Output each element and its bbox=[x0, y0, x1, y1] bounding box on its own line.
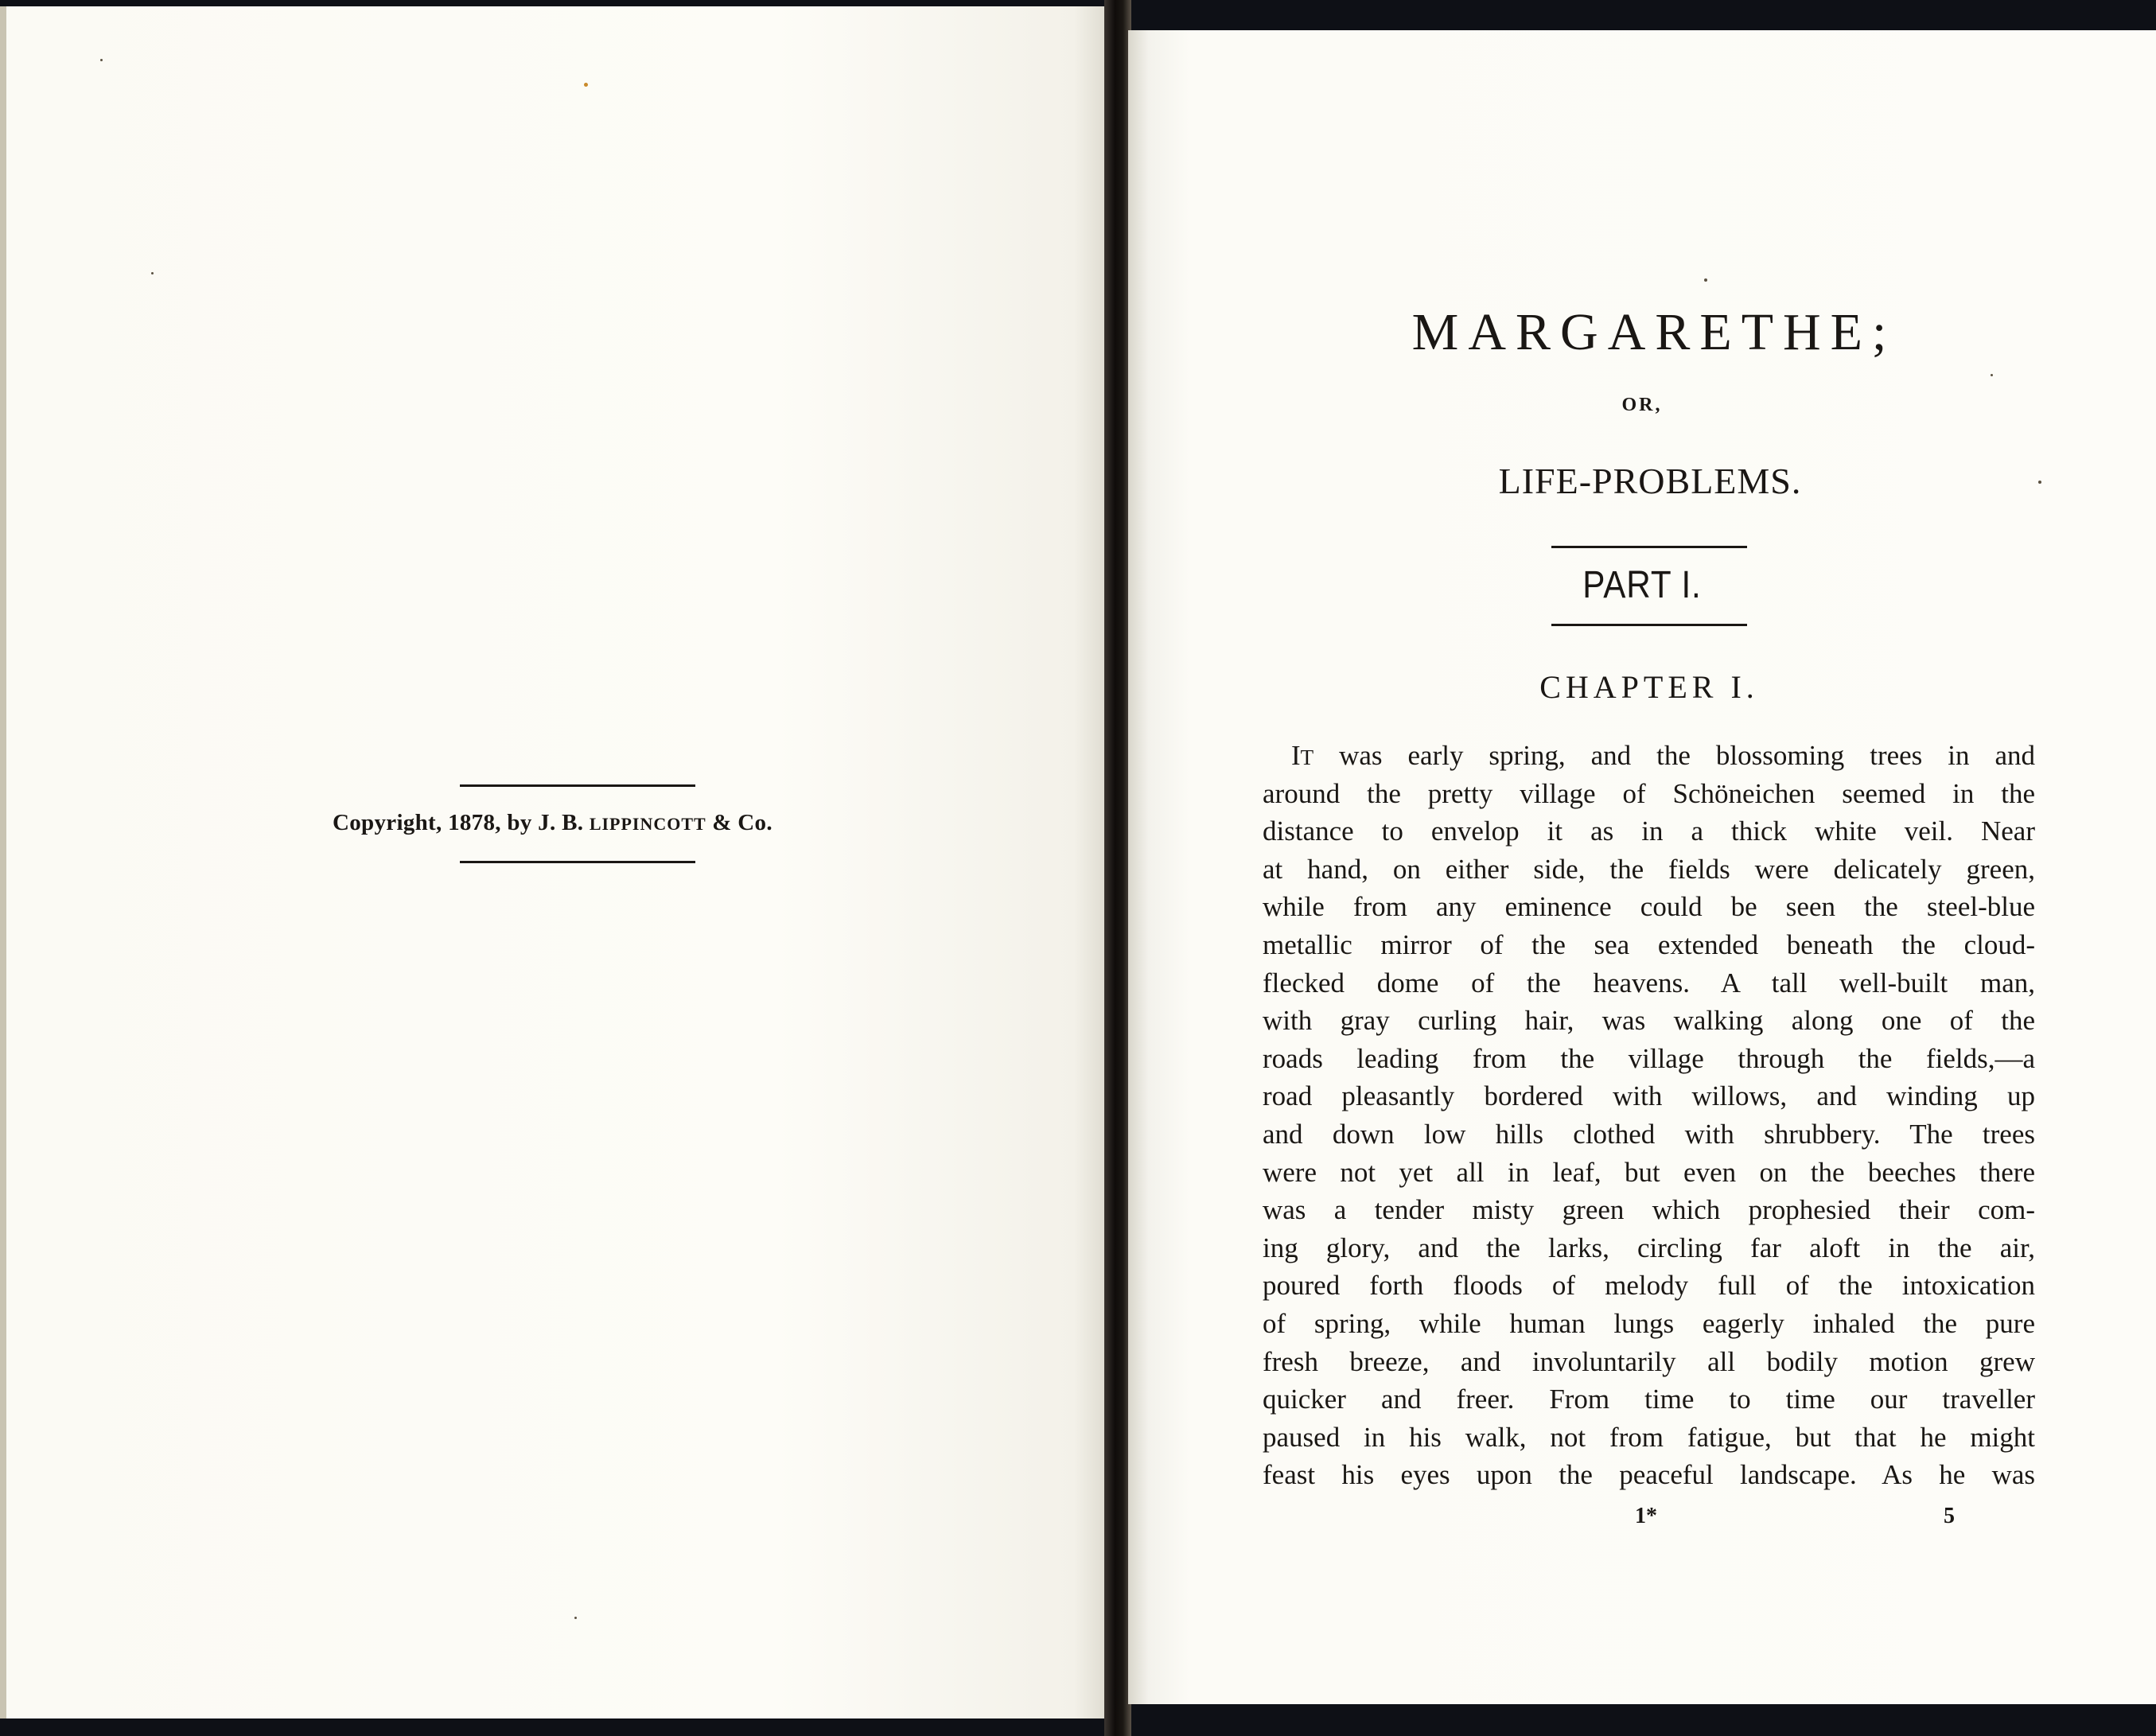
body-line: at hand, on either side, the fields were delicately green, bbox=[1263, 853, 2035, 885]
chapter-heading: CHAPTER I. bbox=[1539, 669, 1759, 705]
body-line: around the pretty village of Schöneichen seemed in the bbox=[1263, 777, 2035, 809]
body-line: ing glory, and the larks, circling far aloft in the air, bbox=[1263, 1232, 2035, 1263]
speck bbox=[1704, 278, 1707, 282]
body-line: was a tender misty green which prophesied their com- bbox=[1263, 1194, 2035, 1226]
chapter-body bbox=[1263, 737, 2035, 1494]
speck bbox=[2038, 481, 2041, 484]
body-line: of spring, while human lungs eagerly inhaled the pure bbox=[1263, 1307, 2035, 1339]
body-line: paused in his walk, not from fatigue, but that he might bbox=[1263, 1421, 2035, 1453]
copyright-line bbox=[333, 810, 773, 836]
body-line bbox=[1263, 737, 2035, 775]
body-line: poured forth floods of melody full of the intoxication bbox=[1263, 1270, 2035, 1302]
lower-rule bbox=[460, 861, 695, 863]
part-rule-top bbox=[1551, 546, 1747, 548]
body-line-text: was early spring, and the blossoming trees in and bbox=[1313, 740, 2035, 771]
body-line: metallic mirror of the sea extended beneath the cloud- bbox=[1263, 928, 2035, 960]
copyright-suffix: & Co. bbox=[706, 810, 773, 835]
speck bbox=[584, 83, 588, 87]
part-rule-bottom bbox=[1551, 624, 1747, 626]
book-gutter bbox=[1104, 0, 1131, 1736]
small-cap: T bbox=[1300, 745, 1314, 769]
body-line: quicker and freer. From time to time our traveller bbox=[1263, 1384, 2035, 1415]
copyright-name: LIPPINCOTT bbox=[589, 814, 706, 834]
body-line: were not yet all in leaf, but even on the beeches there bbox=[1263, 1156, 2035, 1188]
page-edge bbox=[0, 6, 6, 1718]
copyright-prefix: Copyright, 1878, by J. B. bbox=[333, 810, 590, 835]
drop-cap: I bbox=[1291, 740, 1301, 771]
part-heading: PART I. bbox=[1582, 564, 1702, 606]
or-label: OR, bbox=[1621, 395, 1663, 415]
speck bbox=[100, 59, 103, 61]
body-line: distance to envelop it as in a thick white veil. Near bbox=[1263, 815, 2035, 847]
speck bbox=[1991, 374, 1993, 376]
body-line: while from any eminence could be seen the steel-blue bbox=[1263, 891, 2035, 923]
book-title: MARGARETHE; bbox=[1411, 303, 1897, 361]
page-number: 5 bbox=[1944, 1504, 1955, 1528]
body-line: roads leading from the village through the fields,—a bbox=[1263, 1042, 2035, 1074]
body-line: fresh breeze, and involuntarily all bodily motion grew bbox=[1263, 1345, 2035, 1377]
body-line: with gray curling hair, was walking along one of the bbox=[1263, 1005, 2035, 1037]
body-line: flecked dome of the heavens. A tall well-built man, bbox=[1263, 967, 2035, 998]
signature-mark: 1* bbox=[1635, 1504, 1657, 1528]
left-page bbox=[0, 6, 1107, 1718]
book-subtitle: LIFE-PROBLEMS. bbox=[1498, 461, 1802, 501]
body-line: road pleasantly bordered with willows, and winding up bbox=[1263, 1080, 2035, 1112]
speck bbox=[574, 1617, 577, 1619]
body-line: and down low hills clothed with shrubbery. The trees bbox=[1263, 1118, 2035, 1150]
speck bbox=[151, 272, 154, 274]
upper-rule bbox=[460, 784, 695, 787]
body-line: feast his eyes upon the peaceful landscape. As he was bbox=[1263, 1459, 2035, 1491]
